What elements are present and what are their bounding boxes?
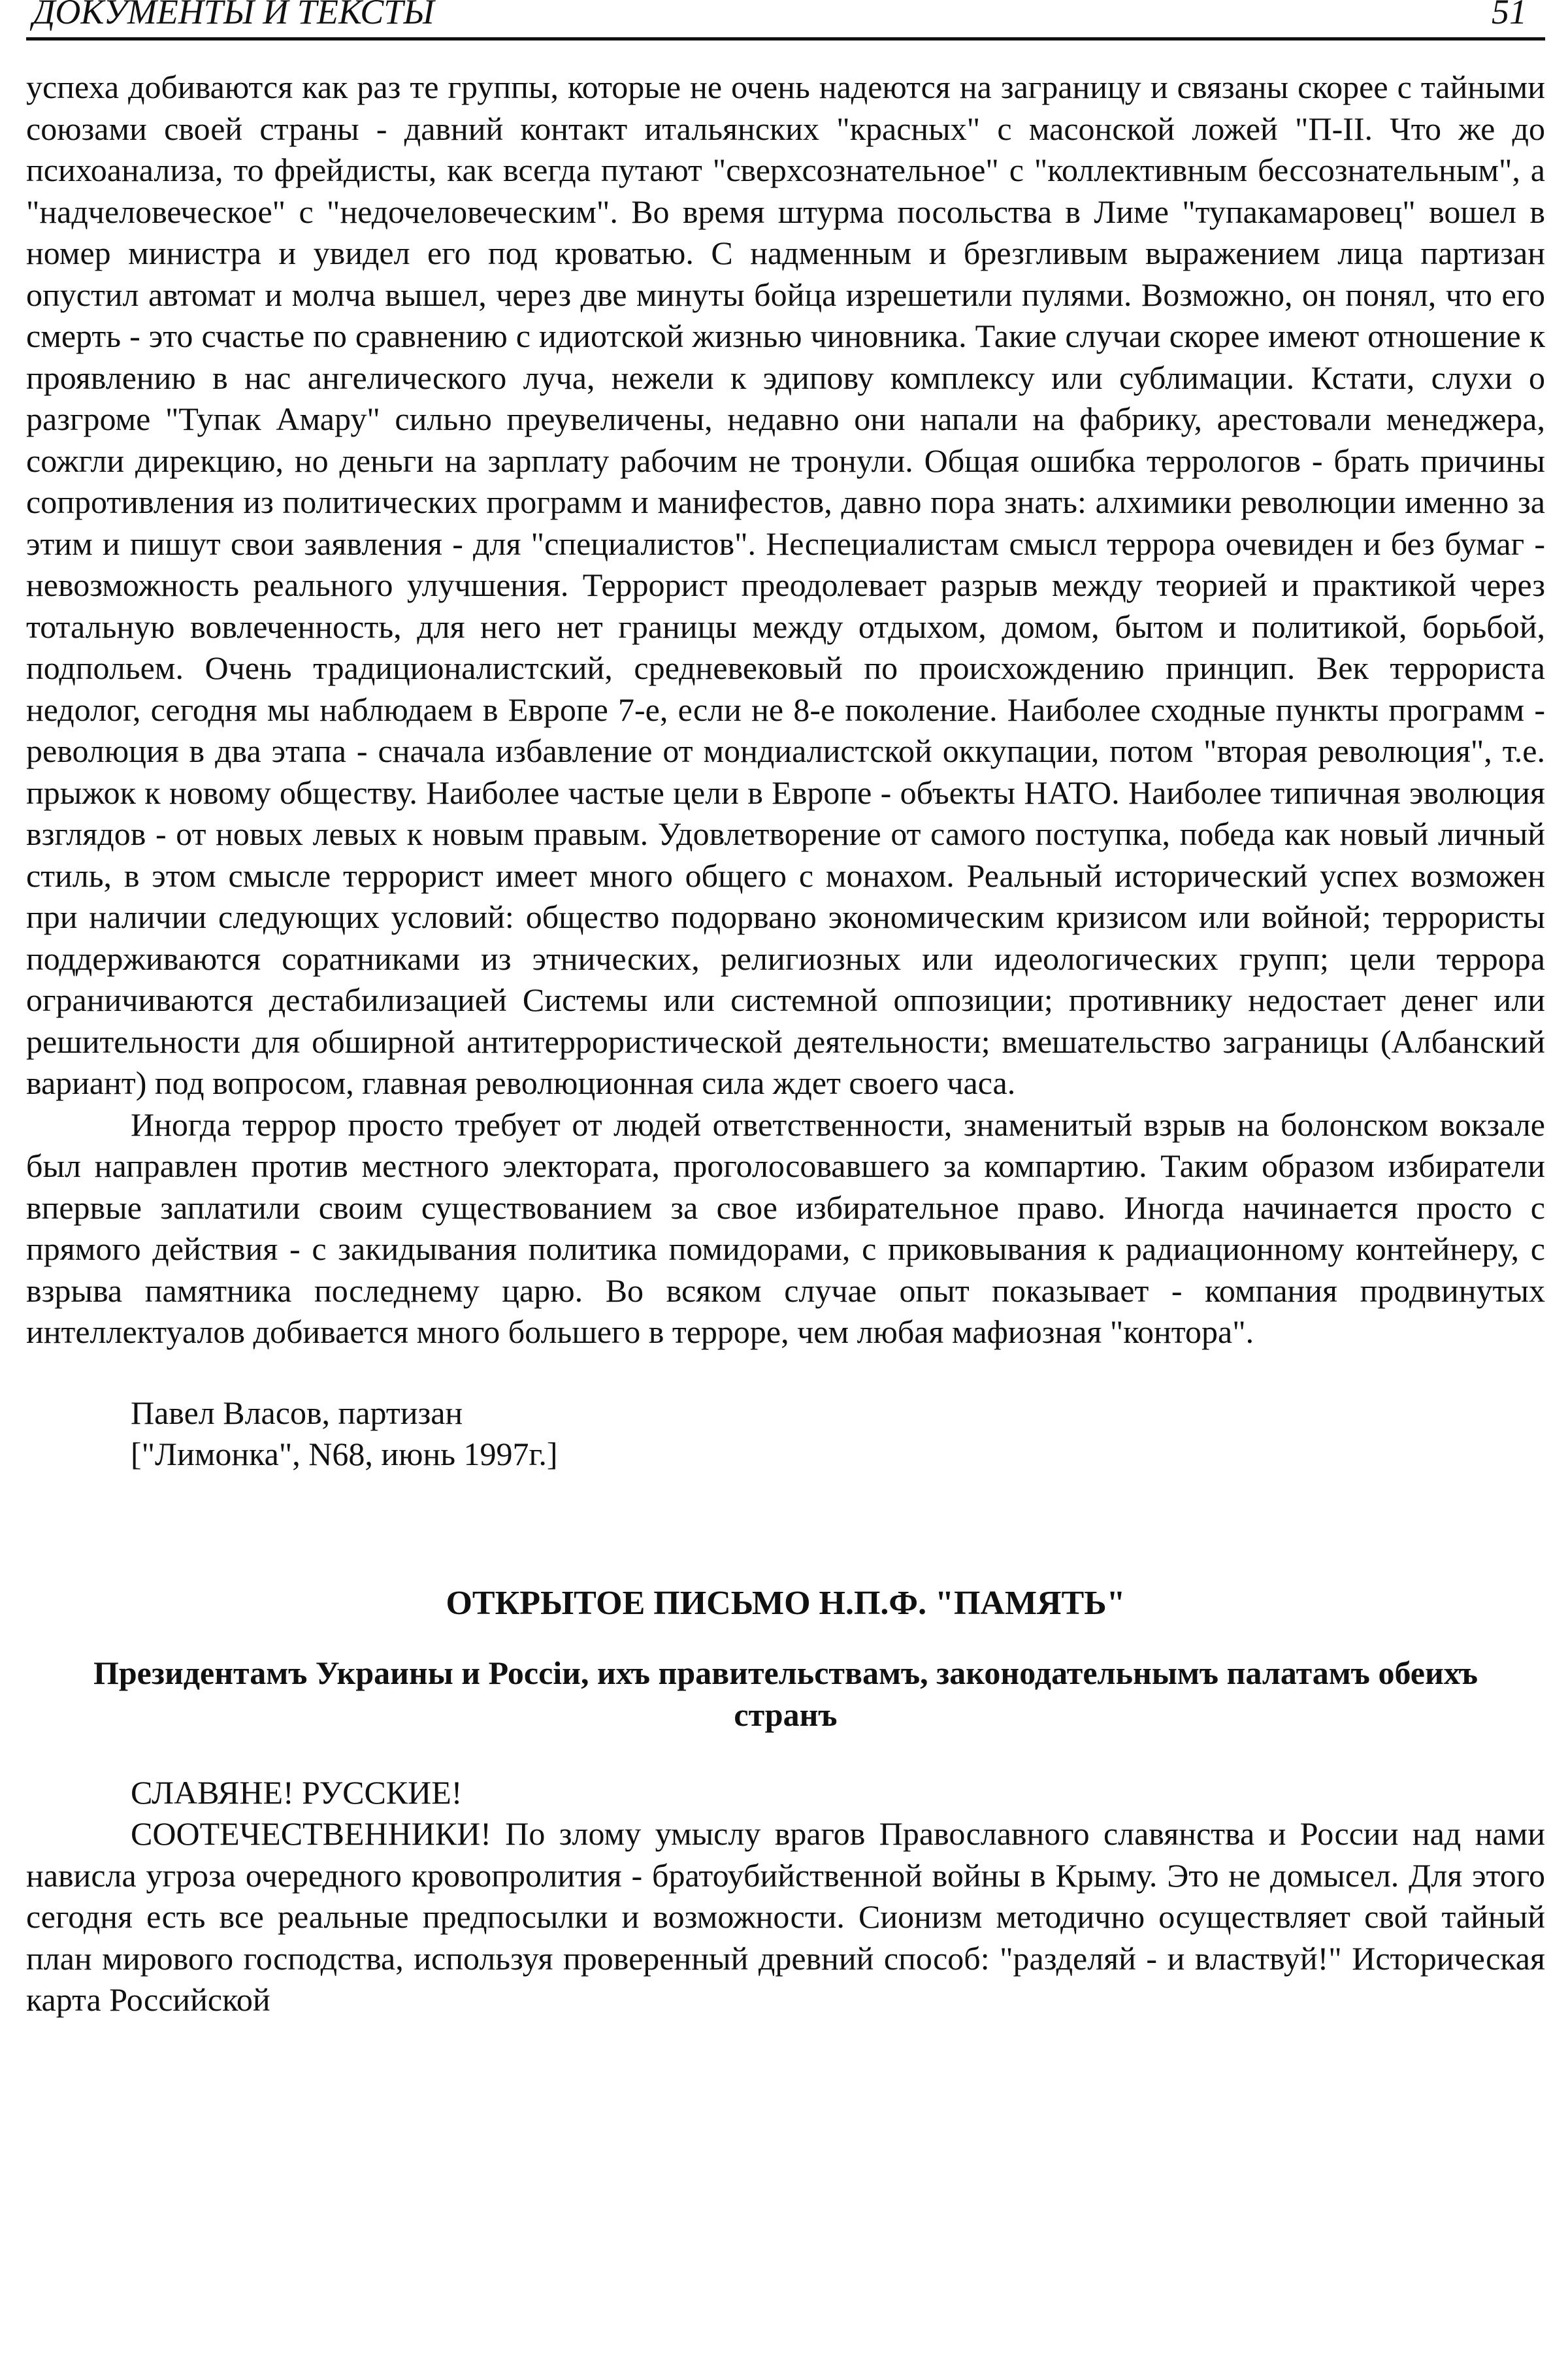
letter-subtitle: Президентамъ Украины и Россiи, ихъ правительствамъ, законодательнымъ палатамъ обеихъ странъ <box>93 1654 1478 1733</box>
letter-body <box>26 1772 1545 2021</box>
signature-source: ["Лимонка", N68, июнь 1997г.] <box>131 1436 558 1472</box>
article-body <box>26 67 1545 1353</box>
article-signature <box>26 1393 1545 1475</box>
document-page <box>26 0 1545 2021</box>
letter-greeting: СЛАВЯНЕ! РУССКИЕ! <box>131 1773 463 1811</box>
letter-paragraph: СООТЕЧЕСТВЕННИКИ! По злому умыслу врагов Православного славянства и России над нами нависла угроза очередного кровопролития - братоубийственной войны в Крыму. Это не домысел. Для этого сегодня есть все реальные предпосылки и возможности. Сионизм методично осуществляет свой тайный план мирового господства, используя проверенный древний способ: "разделяй - и властвуй!" Историческая карта Российской <box>26 1815 1545 2018</box>
section-title: ДОКУМЕНТЫ И ТЕКСТЫ <box>33 0 434 31</box>
letter-title: ОТКРЫТОЕ ПИСЬМО Н.П.Ф. "ПАМЯТЬ" <box>446 1584 1126 1622</box>
running-header <box>26 0 1545 41</box>
article-paragraph: Иногда террор просто требует от людей ответственности, знаменитый взрыв на болонском вокзале был направлен против местного электората, проголосовавшего за компартию. Таким образом избиратели впервые заплатили своим существованием за свое избирательное право. Иногда начинается просто с прямого действия - с закидывания политика помидорами, с приковывания к радиационному контейнеру, с взрыва памятника последнему царю. Во всяком случае опыт показывает - компания продвинутых интеллектуалов добивается много большего в терроре, чем любая мафиозная "контора". <box>26 1106 1545 1350</box>
article-paragraph: успеха добиваются как раз те группы, которые не очень надеются на заграницу и связаны скорее с тайными союзами своей страны - давний контакт итальянских "красных" с масонской ложей "П-II. Что же до психоанализа, то фрейдисты, как всегда путают "сверхсознательное" с "коллективным бессознательным", а "надчеловеческое" с "недочеловеческим". Во время штурма посольства в Лиме "тупакамаровец" вошел в номер министра и увидел его под кроватью. С надменным и брезгливым выражением лица партизан опустил автомат и молча вышел, через две минуты бойца изрешетили пулями. Возможно, он понял, что его смерть - это счастье по сравнению с идиотской жизнью чиновника. Такие случаи скорее имеют отношение к проявлению в нас ангелического луча, нежели к эдипову комплексу или сублимации. Кстати, слухи о разгроме "Тупак Амару" сильно преувеличены, недавно они напали на фабрику, арестовали менеджера, сожгли дирекцию, но деньги на зарплату рабочим не тронули. Общая ошибка террологов - брать причины сопротивления из политических программ и манифестов, давно пора знать: алхимики революции именно за этим и пишут свои заявления - для "специалистов". Неспециалистам смысл террора очевиден и без бумаг - невозможность реального улучшения. Террорист преодолевает разрыв между теорией и практикой через тотальную вовлеченность, для него нет границы между отдыхом, домом, бытом и политикой, борьбой, подпольем. Очень традиционалистский, средневековый по происхождению принцип. Век террориста недолог, сегодня мы наблюдаем в Европе 7-е, если не 8-е поколение. Наиболее сходные пункты программ - революция в два этапа - сначала избавление от мондиалистской оккупации, потом "вторая революция", т.е. прыжок к новому обществу. Наиболее частые цели в Европе - объекты НАТО. Наиболее типичная эволюция взглядов - от новых левых к новым правым. Удовлетворение от самого поступка, победа как новый личный стиль, в этом смысле террорист имеет много общего с монахом. Реальный исторический успех возможен при наличии следующих условий: общество подорвано экономическим кризисом или войной; террористы поддерживаются соратниками из этнических, религиозных или идеологических групп; цели террора ограничиваются дестабилизацией Системы или системной оппозиции; противнику недостает денег или решительности для обширной антитеррористической деятельности; вмешательство заграницы (Албанский вариант) под вопросом, главная революционная сила ждет своего часа. <box>26 69 1545 1101</box>
page-number: 51 <box>1492 0 1527 31</box>
signature-author: Павел Власов, партизан <box>131 1394 463 1431</box>
